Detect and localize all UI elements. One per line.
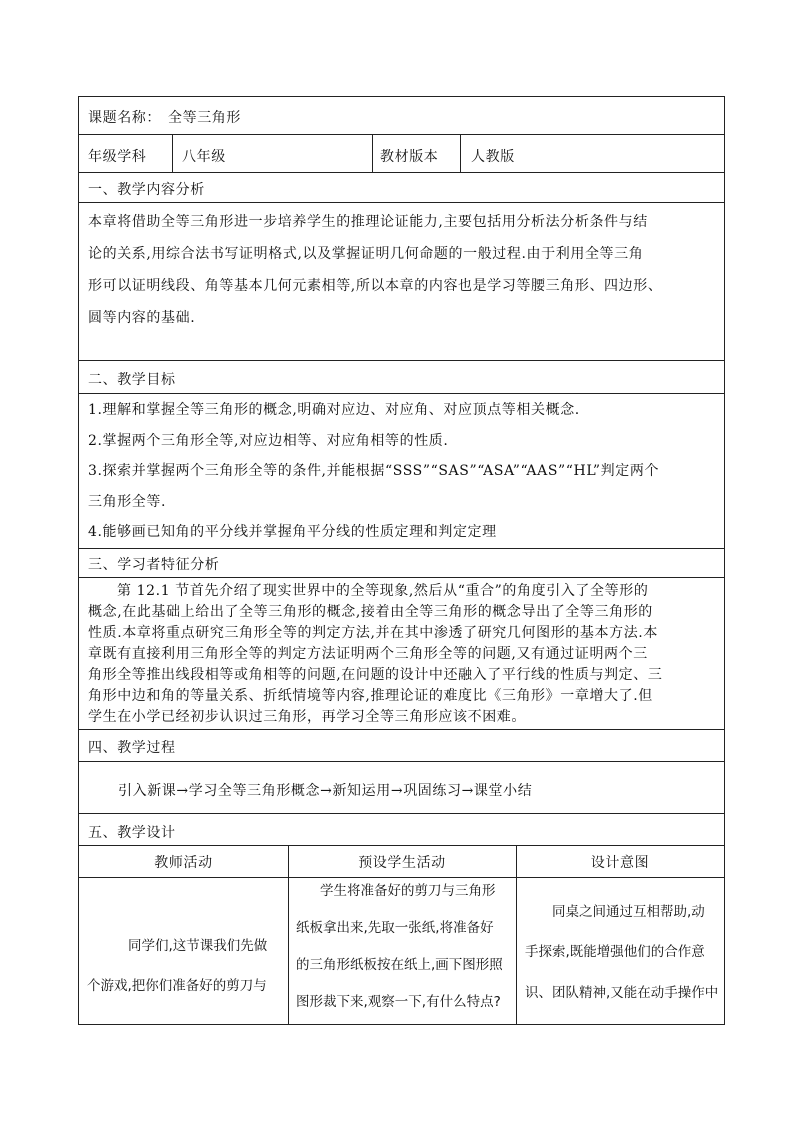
column-header-teacher: 教师活动 <box>154 855 213 871</box>
title-row <box>79 97 724 135</box>
goals-body <box>79 394 724 549</box>
teacher-activity-line: 个游戏,把你们准备好的剪刀与 <box>87 978 267 994</box>
process-flow: 引入新课→学习全等三角形概念→新知运用→巩固练习→课堂小结 <box>118 783 533 799</box>
design-intent-cell <box>516 878 724 1024</box>
student-activity-line: 图形裁下来,观察一下,有什么特点? <box>296 994 501 1010</box>
goal-line: 2.掌握两个三角形全等,对应边相等、对应角相等的性质. <box>88 433 449 449</box>
content-analysis-line: 本章将借助全等三角形进一步培养学生的推理论证能力,主要包括用分析法分析条件与结 <box>88 214 648 230</box>
design-heading: 五、教学设计 <box>88 825 176 841</box>
design-heading-row <box>79 814 724 846</box>
content-analysis-line: 论的关系,用综合法书写证明格式,以及掌握证明几何命题的一般过程.由于利用全等三角 <box>88 246 644 262</box>
learner-line: 第 12.1 节首先介绍了现实世界中的全等现象,然后从“重合”的角度引入了全等形的 <box>117 583 649 599</box>
goals-heading-row <box>79 361 724 394</box>
goal-line: 三角形全等. <box>88 494 167 510</box>
learner-line: 学生在小学已经初步认识过三角形，再学习全等三角形应该不困难。 <box>88 709 526 725</box>
learner-line: 性质.本章将重点研究三角形全等的判定方法,并在其中渗透了研究几何图形的基本方法.本 <box>88 625 658 641</box>
title-label: 课题名称： <box>88 110 161 126</box>
goal-line: 1.理解和掌握全等三角形的概念,明确对应边、对应角、对应顶点等相关概念. <box>88 402 580 418</box>
grade-label: 年级学科 <box>88 149 147 165</box>
teacher-activity-cell <box>79 878 288 1024</box>
goal-line: 3.探索并掌握两个三角形全等的条件,并能根据“SSS”“SAS”“ASA”“AAS”“HL”判定两个 <box>88 463 660 479</box>
learner-line: 角形全等推出线段相等或角相等的问题,在问题的设计中还融入了平行线的性质与判定、三 <box>88 667 663 683</box>
process-heading-row <box>79 730 724 762</box>
design-content-row <box>79 878 724 1024</box>
learner-body <box>79 578 724 730</box>
learner-line: 章既有直接利用三角形全等的判定方法证明两个三角形全等的问题,又有通过证明两个三 <box>88 646 648 662</box>
content-analysis-heading: 一、教学内容分析 <box>88 182 205 198</box>
design-intent-line: 同桌之间通过互相帮助,动 <box>552 904 705 920</box>
title-value: 全等三角形 <box>168 110 241 126</box>
content-analysis-body <box>79 203 724 361</box>
edition-label: 教材版本 <box>380 149 439 165</box>
content-analysis-line: 形可以证明线段、角等基本几何元素相等,所以本章的内容也是学习等腰三角形、四边形、 <box>88 278 663 294</box>
goals-heading: 二、教学目标 <box>88 372 176 388</box>
student-activity-cell <box>288 878 516 1024</box>
student-activity-line: 纸板拿出来,先取一张纸,将准备好 <box>296 920 494 936</box>
content-analysis-line: 圆等内容的基础. <box>88 310 196 326</box>
design-column-headers <box>79 846 724 878</box>
learner-line: 概念,在此基础上给出了全等三角形的概念,接着由全等三角形的概念导出了全等三角形的 <box>88 604 653 620</box>
process-body <box>79 762 724 814</box>
design-intent-line: 手探索,既能增强他们的合作意 <box>525 944 705 960</box>
learner-line: 角形中边和角的等量关系、折纸情境等内容,推理论证的难度比《三角形》一章增大了.但 <box>88 688 653 704</box>
edition-value: 人教版 <box>471 149 515 165</box>
student-activity-line: 的三角形纸板按在纸上,画下图形照 <box>296 957 503 973</box>
grade-value: 八年级 <box>182 149 226 165</box>
content-analysis-heading-row <box>79 173 724 203</box>
goal-line: 4.能够画已知角的平分线并掌握角平分线的性质定理和判定定理 <box>88 524 497 540</box>
lesson-plan-table <box>78 96 725 1025</box>
grade-row <box>79 135 724 173</box>
column-header-intent: 设计意图 <box>590 855 650 871</box>
column-header-student: 预设学生活动 <box>358 855 446 871</box>
teacher-activity-line: 同学们,这节课我们先做 <box>128 938 268 954</box>
process-heading: 四、教学过程 <box>88 740 176 756</box>
learner-heading: 三、学习者特征分析 <box>88 557 220 573</box>
student-activity-line: 学生将准备好的剪刀与三角形 <box>320 883 496 899</box>
learner-heading-row <box>79 549 724 578</box>
design-intent-line: 识、团队精神,又能在动手操作中 <box>525 985 719 1001</box>
